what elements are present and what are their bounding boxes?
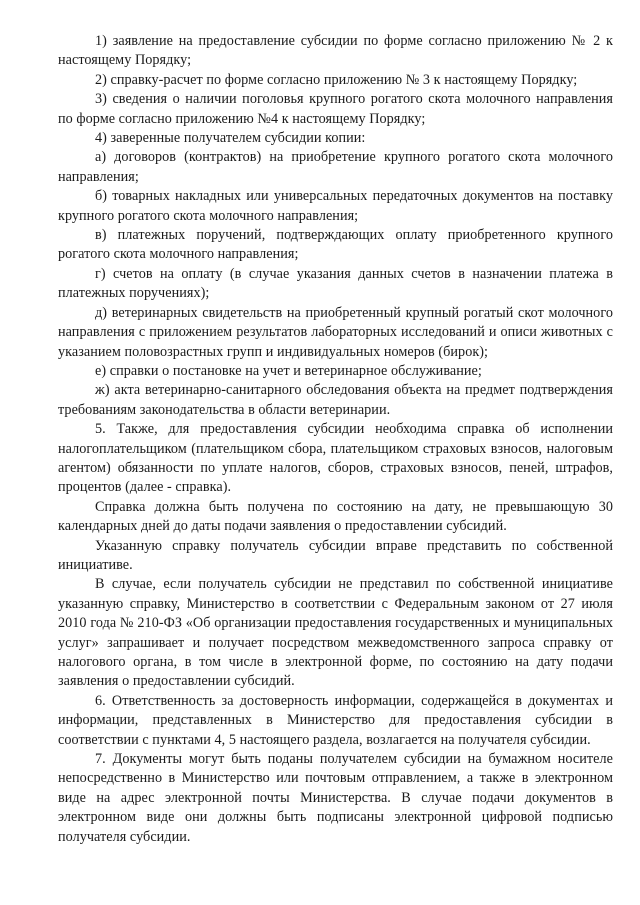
paragraph-subitem-zh: ж) акта ветеринарно-санитарного обследования объекта на предмет подтверждения требованиям законодательства в области ветеринарии.	[58, 382, 613, 418]
paragraph-subitem-e: е) справки о постановке на учет и ветеринарное обслуживание;	[95, 362, 482, 379]
paragraph-certificate-validity: Справка должна быть получена по состоянию на дату, не превышающую 30 календарных дней до даты подачи заявления о предоставлении субсидий.	[58, 498, 613, 535]
paragraph-own-initiative: Указанную справку получатель субсидии вправе представить по собственной инициативе.	[58, 537, 613, 573]
paragraph-item-1: 1) заявление на предоставление субсидии по форме согласно приложению № 2 к настоящему Порядку;	[58, 33, 613, 69]
paragraph-subitem-g: г) счетов на оплату (в случае указания данных счетов в назначении платежа в платежных поручениях);	[58, 265, 613, 302]
paragraph-subitem-a: а) договоров (контрактов) на приобретение крупного рогатого скота молочного направления;	[58, 149, 613, 185]
paragraph-subitem-v: в) платежных поручений, подтверждающих оплату приобретенного крупного рогатого скота молочного направления;	[58, 227, 613, 263]
paragraph-section-5: 5. Также, для предоставления субсидии необходима справка об исполнении налогоплательщиком (плательщиком сбора, плательщиком страховых взносов, налоговым агентом) обязанности по уплате налогов, сборов, страховых взносов, пеней, штрафов, процентов (далее - справка).	[58, 421, 613, 496]
paragraph-section-7: 7. Документы могут быть поданы получателем субсидии на бумажном носителе непосредственно в Министерство или почтовым отправлением, а также в электронном виде на адрес электронной почты Министерства. В случае подачи документов в электронном виде они должны быть подписаны электронной цифровой подписью получателя субсидии.	[58, 751, 613, 845]
paragraph-item-3: 3) сведения о наличии поголовья крупного рогатого скота молочного направления по форме согласно приложению №4 к настоящему Порядку;	[58, 91, 613, 127]
paragraph-interagency-request: В случае, если получатель субсидии не представил по собственной инициативе указанную справку, Министерство в соответствии с Федеральным законом от 27 июля 2010 года № 210-ФЗ «Об организации предоставления государственных и муниципальных услуг» запрашивает и получает посредством межведомственного запроса справку от налогового органа, в том числе в электронной форме, по состоянию на дату подачи заявления о предоставлении субсидий.	[58, 576, 613, 690]
paragraph-item-4: 4) заверенные получателем субсидии копии:	[95, 130, 366, 147]
paragraph-subitem-d: д) ветеринарных свидетельств на приобретенный крупный рогатый скот молочного направления с приложением результатов лабораторных исследований и описи животных с указанием половозрастных групп и индивидуальных номеров (бирок);	[58, 304, 613, 360]
paragraph-section-6: 6. Ответственность за достоверность информации, содержащейся в документах и информации, представленных в Министерство для предоставления субсидии в соответствии с пунктами 4, 5 настоящего раздела, возлагается на получателя субсидии.	[58, 692, 613, 748]
paragraph-item-2: 2) справку-расчет по форме согласно приложению № 3 к настоящему Порядку;	[95, 71, 578, 88]
paragraph-subitem-b: б) товарных накладных или универсальных передаточных документов на поставку крупного рогатого скота молочного направления;	[58, 188, 613, 224]
document-page	[58, 32, 613, 847]
